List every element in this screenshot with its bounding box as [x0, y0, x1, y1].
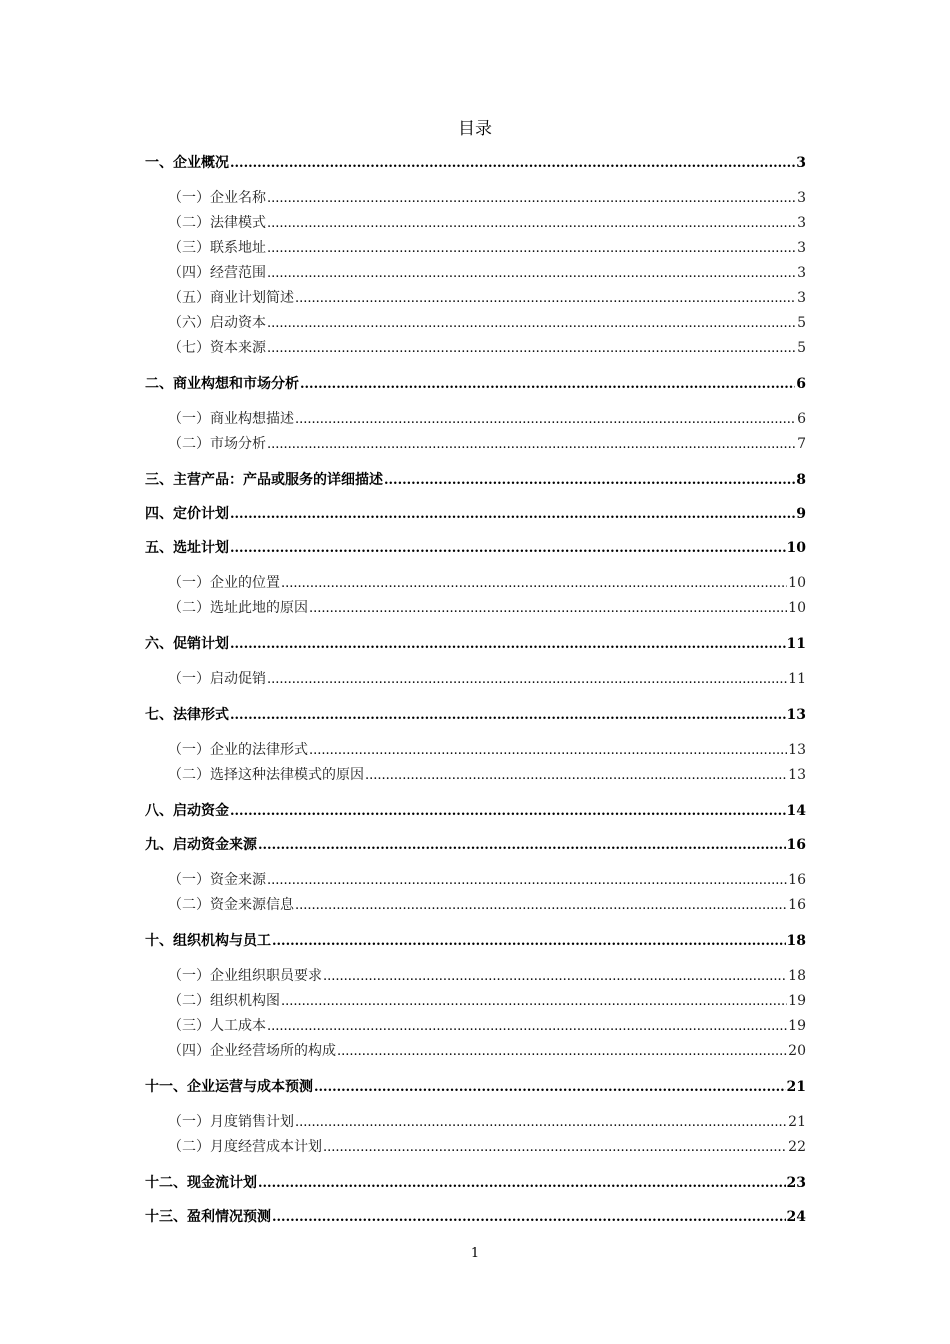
dot-leader — [384, 469, 795, 491]
toc-subsection-label: （四）企业经营场所的构成 — [168, 1043, 336, 1059]
toc-page-number: 6 — [796, 376, 806, 392]
toc-section-entry[interactable] — [145, 633, 806, 655]
toc-page-number: 22 — [788, 1139, 806, 1155]
toc-subsection-entry[interactable] — [145, 1039, 806, 1064]
toc-subsection-label: （六）启动资本 — [168, 315, 266, 331]
toc-page-number: 18 — [786, 933, 806, 949]
dot-leader — [295, 286, 796, 311]
dot-leader — [267, 236, 796, 261]
dot-leader — [323, 1135, 787, 1160]
toc-page-number: 19 — [788, 993, 806, 1009]
dot-leader — [267, 336, 796, 361]
toc-subsection-entry[interactable] — [145, 236, 806, 261]
dot-leader — [267, 868, 787, 893]
toc-section-entry[interactable] — [145, 800, 806, 822]
dot-leader — [267, 311, 796, 336]
toc-page-number: 20 — [788, 1043, 806, 1059]
toc-subsection-entry[interactable] — [145, 964, 806, 989]
toc-subsection-label: （二）月度经营成本计划 — [168, 1139, 322, 1155]
toc-page-number: 11 — [786, 636, 806, 652]
toc-subsection-group — [145, 571, 806, 621]
toc-subsection-label: （一）企业的位置 — [168, 575, 280, 591]
toc-subsection-entry[interactable] — [145, 286, 806, 311]
toc-subsection-label: （二）资金来源信息 — [168, 897, 294, 913]
toc-page-number: 21 — [786, 1079, 806, 1095]
toc-section-entry[interactable] — [145, 373, 806, 395]
toc-section-label: 二、商业构想和市场分析 — [145, 376, 299, 392]
toc-subsection-group — [145, 186, 806, 361]
toc-section-label: 四、定价计划 — [145, 506, 229, 522]
toc-page-number: 13 — [786, 707, 806, 723]
toc-section-entry[interactable] — [145, 503, 806, 525]
toc-page-number: 3 — [796, 155, 806, 171]
toc-page-number: 3 — [797, 265, 806, 281]
toc-subsection-label: （一）月度销售计划 — [168, 1114, 294, 1130]
toc-page-number: 3 — [797, 290, 806, 306]
toc-section-label: 十二、现金流计划 — [145, 1175, 257, 1191]
toc-page-number: 10 — [788, 600, 806, 616]
dot-leader — [267, 186, 796, 211]
toc-subsection-label: （二）选择这种法律模式的原因 — [168, 767, 364, 783]
toc-section-label: 六、促销计划 — [145, 636, 229, 652]
toc-page-number: 13 — [788, 767, 806, 783]
toc-subsection-entry[interactable] — [145, 571, 806, 596]
dot-leader — [267, 211, 796, 236]
toc-subsection-group — [145, 964, 806, 1064]
dot-leader — [281, 989, 787, 1014]
page-number: 1 — [470, 1246, 480, 1261]
toc-title: 目录 — [458, 119, 492, 139]
table-of-contents — [145, 152, 806, 1228]
toc-subsection-group — [145, 1110, 806, 1160]
toc-page-number: 11 — [788, 671, 806, 687]
toc-subsection-label: （二）市场分析 — [168, 436, 266, 452]
dot-leader — [267, 432, 796, 457]
dot-leader — [309, 596, 787, 621]
toc-subsection-entry[interactable] — [145, 989, 806, 1014]
toc-page-number: 10 — [786, 540, 806, 556]
toc-page-number: 24 — [786, 1209, 806, 1225]
toc-subsection-group — [145, 738, 806, 788]
dot-leader — [267, 1014, 787, 1039]
toc-subsection-label: （三）联系地址 — [168, 240, 266, 256]
toc-page-number: 3 — [797, 190, 806, 206]
toc-page-number: 3 — [797, 240, 806, 256]
dot-leader — [323, 964, 787, 989]
dot-leader — [281, 571, 787, 596]
toc-subsection-entry[interactable] — [145, 211, 806, 236]
toc-section-entry[interactable] — [145, 152, 806, 174]
toc-subsection-label: （二）组织机构图 — [168, 993, 280, 1009]
toc-subsection-label: （一）启动促销 — [168, 671, 266, 687]
toc-subsection-group — [145, 667, 806, 692]
dot-leader — [230, 537, 786, 559]
toc-section-entry[interactable] — [145, 834, 806, 856]
toc-section-entry[interactable] — [145, 1076, 806, 1098]
toc-section-label: 十三、盈利情况预测 — [145, 1209, 271, 1225]
dot-leader — [230, 152, 795, 174]
toc-section-label: 十一、企业运营与成本预测 — [145, 1079, 313, 1095]
toc-subsection-label: （一）企业名称 — [168, 190, 266, 206]
toc-page-number: 23 — [786, 1175, 806, 1191]
toc-page-number: 13 — [788, 742, 806, 758]
dot-leader — [230, 800, 786, 822]
dot-leader — [295, 407, 796, 432]
toc-page-number: 7 — [797, 436, 806, 452]
dot-leader — [300, 373, 795, 395]
toc-section-entry[interactable] — [145, 704, 806, 726]
toc-subsection-entry[interactable] — [145, 763, 806, 788]
toc-page-number: 8 — [796, 472, 806, 488]
toc-page-number: 18 — [788, 968, 806, 984]
toc-subsection-label: （二）法律模式 — [168, 215, 266, 231]
toc-subsection-entry[interactable] — [145, 1014, 806, 1039]
toc-subsection-entry[interactable] — [145, 311, 806, 336]
toc-subsection-entry[interactable] — [145, 261, 806, 286]
dot-leader — [365, 763, 787, 788]
toc-subsection-entry[interactable] — [145, 893, 806, 918]
toc-subsection-label: （一）商业构想描述 — [168, 411, 294, 427]
toc-subsection-group — [145, 868, 806, 918]
dot-leader — [272, 1206, 786, 1228]
dot-leader — [230, 503, 795, 525]
toc-subsection-label: （七）资本来源 — [168, 340, 266, 356]
toc-section-entry[interactable] — [145, 1172, 806, 1194]
toc-subsection-label: （三）人工成本 — [168, 1018, 266, 1034]
toc-page-number: 21 — [788, 1114, 806, 1130]
toc-subsection-entry[interactable] — [145, 407, 806, 432]
toc-section-entry[interactable] — [145, 537, 806, 559]
toc-subsection-label: （五）商业计划简述 — [168, 290, 294, 306]
toc-section-label: 八、启动资金 — [145, 803, 229, 819]
toc-subsection-entry[interactable] — [145, 432, 806, 457]
toc-section-entry[interactable] — [145, 1206, 806, 1228]
toc-subsection-entry[interactable] — [145, 738, 806, 763]
toc-subsection-group — [145, 407, 806, 457]
toc-subsection-label: （一）资金来源 — [168, 872, 266, 888]
dot-leader — [295, 1110, 787, 1135]
toc-page-number: 14 — [786, 803, 806, 819]
toc-section-label: 五、选址计划 — [145, 540, 229, 556]
toc-page-number: 16 — [788, 872, 806, 888]
dot-leader — [267, 667, 787, 692]
dot-leader — [258, 834, 786, 856]
dot-leader — [267, 261, 796, 286]
toc-subsection-entry[interactable] — [145, 667, 806, 692]
dot-leader — [314, 1076, 786, 1098]
toc-section-label: 十、组织机构与员工 — [145, 933, 271, 949]
toc-subsection-entry[interactable] — [145, 186, 806, 211]
dot-leader — [272, 930, 786, 952]
toc-subsection-label: （一）企业组织职员要求 — [168, 968, 322, 984]
toc-subsection-label: （四）经营范围 — [168, 265, 266, 281]
toc-page-number: 5 — [797, 315, 806, 331]
toc-section-entry[interactable] — [145, 930, 806, 952]
dot-leader — [309, 738, 787, 763]
toc-page-number: 6 — [797, 411, 806, 427]
dot-leader — [337, 1039, 787, 1064]
toc-section-label: 三、主营产品：产品或服务的详细描述 — [145, 472, 383, 488]
toc-page-number: 16 — [788, 897, 806, 913]
dot-leader — [230, 633, 786, 655]
toc-subsection-label: （一）企业的法律形式 — [168, 742, 308, 758]
dot-leader — [295, 893, 787, 918]
toc-page-number: 16 — [786, 837, 806, 853]
toc-page-number: 5 — [797, 340, 806, 356]
toc-page-number: 3 — [797, 215, 806, 231]
toc-section-label: 一、企业概况 — [145, 155, 229, 171]
dot-leader — [230, 704, 786, 726]
dot-leader — [258, 1172, 786, 1194]
toc-subsection-entry[interactable] — [145, 336, 806, 361]
toc-section-label: 九、启动资金来源 — [145, 837, 257, 853]
toc-page-number: 19 — [788, 1018, 806, 1034]
toc-page-number: 9 — [796, 506, 806, 522]
toc-subsection-entry[interactable] — [145, 1110, 806, 1135]
toc-section-label: 七、法律形式 — [145, 707, 229, 723]
toc-subsection-entry[interactable] — [145, 868, 806, 893]
toc-subsection-entry[interactable] — [145, 596, 806, 621]
toc-subsection-entry[interactable] — [145, 1135, 806, 1160]
toc-subsection-label: （二）选址此地的原因 — [168, 600, 308, 616]
toc-section-entry[interactable] — [145, 469, 806, 491]
toc-page-number: 10 — [788, 575, 806, 591]
